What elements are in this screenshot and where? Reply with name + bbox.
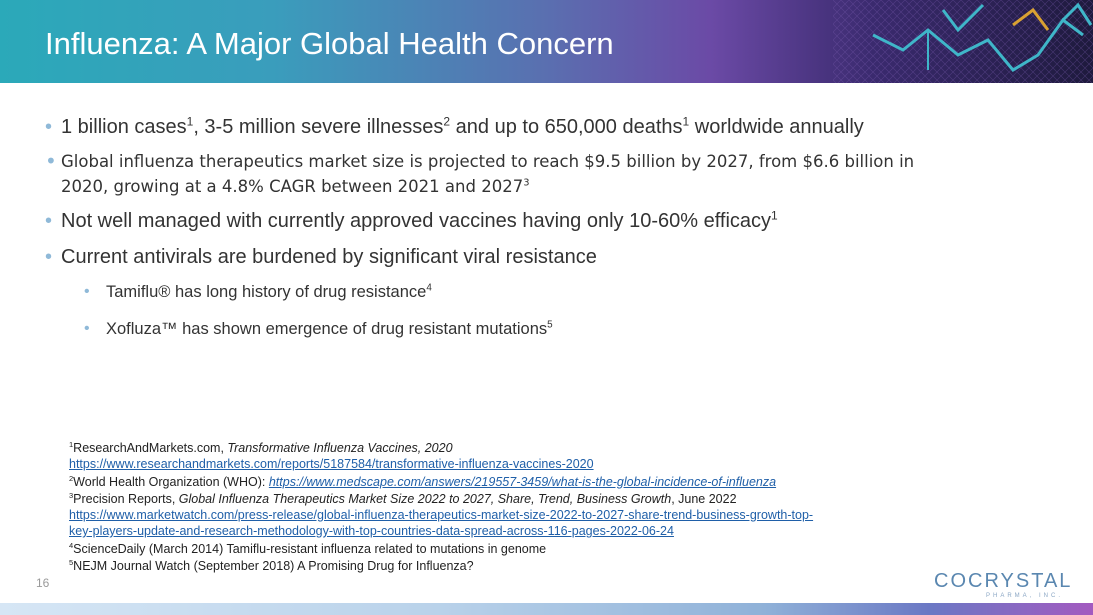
header-banner — [0, 0, 1093, 83]
reference-text: , June 2022 — [671, 492, 737, 506]
footnote-marker: 1 — [186, 114, 194, 129]
bullet-vaccines — [45, 208, 778, 233]
reference-3 — [69, 491, 929, 539]
reference-text: World Health Organization (WHO): — [73, 474, 269, 489]
page-title: Influenza: A Major Global Health Concern — [45, 26, 614, 61]
reference-link[interactable]: https://www.medscape.com/answers/219557-3459/what-is-the-global-incidence-of-influenza — [268, 474, 777, 489]
molecule-graphic — [833, 0, 1093, 83]
references — [69, 440, 929, 576]
bullet-dot-icon: • — [84, 320, 90, 337]
bullet-market-size — [45, 149, 915, 199]
sub-bullet-xofluza — [84, 319, 553, 339]
footnote-marker: 1 — [69, 439, 74, 449]
footnote-marker: 4 — [69, 540, 74, 550]
reference-text: NEJM Journal Watch (September 2018) A Promising Drug for Influenza? — [73, 559, 474, 573]
reference-link[interactable]: https://www.marketwatch.com/press-release/global-influenza-therapeutics-market-size-2022-to-2027-share-trend-business-growth-top- — [69, 508, 814, 522]
bullet-text: Not well managed with currently approved vaccines having only 10-60% efficacy — [61, 210, 772, 232]
footnote-marker: 5 — [69, 557, 74, 567]
bullet-text: worldwide annually — [689, 116, 864, 138]
bullet-dot-icon: • — [45, 246, 53, 268]
logo-subtitle: PHARMA, INC. — [986, 593, 1064, 599]
bullet-dot-icon: • — [45, 149, 57, 173]
footnote-marker: 3 — [69, 490, 74, 500]
reference-2 — [69, 474, 929, 490]
reference-link[interactable]: https://www.researchandmarkets.com/reports/5187584/transformative-influenza-vaccines-2020 — [69, 457, 594, 471]
footnote-marker: 2 — [69, 473, 74, 483]
reference-link[interactable]: key-players-update-and-research-methodology-with-top-countries-data-spread-across-116-pages-2022-06-24 — [69, 524, 674, 538]
footnote-marker: 1 — [771, 208, 778, 223]
reference-1 — [69, 440, 929, 472]
footer-bar — [0, 603, 1093, 615]
reference-4 — [69, 541, 929, 557]
bullet-text: and up to 650,000 deaths — [450, 116, 683, 138]
footnote-marker: 4 — [426, 282, 432, 294]
bullet-text: Xofluza™ has shown emergence of drug resistant mutations — [106, 320, 548, 338]
bullet-dot-icon: • — [84, 283, 90, 300]
bullet-dot-icon: • — [45, 210, 53, 232]
bullet-antivirals — [45, 246, 597, 269]
company-logo — [934, 570, 1074, 602]
reference-text: ScienceDaily (March 2014) Tamiflu-resistant influenza related to mutations in genome — [73, 541, 547, 556]
reference-title: Global Influenza Therapeutics Market Size 2022 to 2027, Share, Trend, Business Growth — [178, 492, 672, 506]
reference-title: Transformative Influenza Vaccines, 2020 — [227, 441, 453, 455]
sub-bullet-tamiflu — [84, 282, 432, 302]
bullet-text: , 3-5 million severe illnesses — [193, 116, 444, 138]
reference-text: ResearchAndMarkets.com, — [73, 441, 228, 455]
reference-5 — [69, 558, 929, 574]
bullet-dot-icon: • — [45, 116, 53, 138]
page-number: 16 — [36, 576, 50, 590]
reference-text: Precision Reports, — [73, 492, 179, 506]
bullet-text: 1 billion cases — [61, 116, 187, 138]
footnote-marker: 2 — [443, 114, 451, 129]
bullet-text: Tamiflu® has long history of drug resistance — [106, 283, 427, 301]
footnote-marker: 5 — [547, 319, 553, 331]
footnote-marker: 3 — [523, 177, 530, 189]
bullet-text: Current antivirals are burdened by significant viral resistance — [61, 246, 597, 268]
bullet-global-cases — [45, 114, 864, 139]
bullet-text: Global influenza therapeutics market size is projected to reach $9.5 billion by 2027, from $6.6 billion in — [61, 152, 915, 171]
logo-name: COCRYSTAL — [934, 570, 1073, 592]
footnote-marker: 1 — [682, 114, 690, 129]
bullet-text: 2020, growing at a 4.8% CAGR between 2021 and 2027 — [61, 177, 524, 196]
